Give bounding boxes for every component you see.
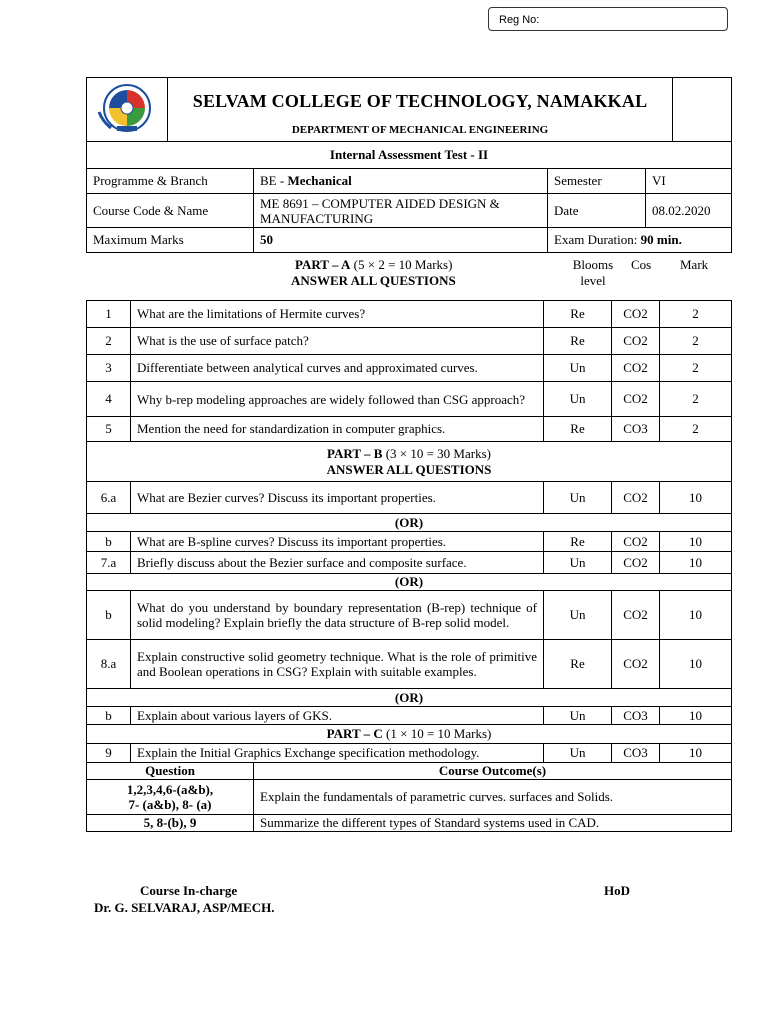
table-row xyxy=(87,744,732,763)
table-row xyxy=(87,355,732,382)
q-blooms: Re xyxy=(544,417,612,442)
q-mark: 2 xyxy=(660,301,732,328)
date-label: Date xyxy=(548,194,646,228)
duration-value: 90 min. xyxy=(640,232,682,247)
part-a-title-line xyxy=(295,257,452,273)
part-a-instruction: ANSWER ALL QUESTIONS xyxy=(291,273,456,288)
reg-no-box[interactable] xyxy=(488,7,728,31)
blank-cell xyxy=(673,78,732,142)
q-blooms: Un xyxy=(544,591,612,640)
outcome-question-1-line2: 7- (a&b), 8- (a) xyxy=(128,797,212,812)
outcome-row xyxy=(87,815,732,832)
programme-cell xyxy=(254,169,548,194)
q-text: Explain constructive solid geometry technique. What is the role of primitive and Boolean operations in CSG? Explain with suitable examples. xyxy=(131,640,544,689)
duration-label: Exam Duration: xyxy=(554,232,641,247)
duration-cell xyxy=(548,228,732,253)
q-co: CO2 xyxy=(612,552,660,574)
college-name: SELVAM COLLEGE OF TECHNOLOGY, NAMAKKAL xyxy=(192,91,648,111)
q-text: Mention the need for standardization in computer graphics. xyxy=(131,417,544,442)
q-blooms: Un xyxy=(544,744,612,763)
q-mark: 2 xyxy=(660,417,732,442)
col-course-outcome: Course Outcome(s) xyxy=(254,763,732,780)
department-name: DEPARTMENT OF MECHANICAL ENGINEERING xyxy=(291,124,549,136)
q-mark: 10 xyxy=(660,744,732,763)
semester-value: VI xyxy=(646,169,732,194)
header-table xyxy=(86,77,732,253)
q-mark: 10 xyxy=(660,707,732,725)
logo-cell xyxy=(87,78,168,142)
q-blooms: Re xyxy=(544,532,612,552)
course-incharge-label: Course In-charge xyxy=(140,883,238,898)
programme-prefix: BE - xyxy=(260,173,288,188)
q-co: CO2 xyxy=(612,482,660,514)
q-co: CO2 xyxy=(612,640,660,689)
q-text: Differentiate between analytical curves and approximated curves. xyxy=(131,355,544,382)
q-text: What are B-spline curves? Discuss its important properties. xyxy=(131,532,544,552)
table-row xyxy=(87,382,732,417)
part-b-heading xyxy=(87,442,732,482)
q-co: CO2 xyxy=(612,328,660,355)
table-row xyxy=(87,417,732,442)
q-mark: 10 xyxy=(660,482,732,514)
q-no: b xyxy=(87,591,131,640)
table-row xyxy=(87,301,732,328)
max-marks-label: Maximum Marks xyxy=(87,228,254,253)
programme-label: Programme & Branch xyxy=(87,169,254,194)
q-blooms: Re xyxy=(544,328,612,355)
q-blooms: Un xyxy=(544,707,612,725)
q-co: CO3 xyxy=(612,707,660,725)
q-co: CO2 xyxy=(612,591,660,640)
q-no: 3 xyxy=(87,355,131,382)
course-value: ME 8691 – COMPUTER AIDED DESIGN & MANUFACTURING xyxy=(254,194,548,228)
outcome-text-1: Explain the fundamentals of parametric curves. surfaces and Solids. xyxy=(254,780,732,815)
table-row xyxy=(87,532,732,552)
q-blooms: Un xyxy=(544,355,612,382)
col-blooms-level: Blooms level xyxy=(572,257,614,288)
q-text: What is the use of surface patch? xyxy=(131,328,544,355)
q-no: 8.a xyxy=(87,640,131,689)
col-mark: Mark xyxy=(680,257,709,272)
q-co: CO2 xyxy=(612,301,660,328)
table-row xyxy=(87,328,732,355)
questions-table xyxy=(86,300,732,832)
reg-no-label: Reg No: xyxy=(499,14,540,26)
q-no: 1 xyxy=(87,301,131,328)
or-row xyxy=(87,514,732,532)
q-no: b xyxy=(87,532,131,552)
or-label: (OR) xyxy=(87,514,732,532)
part-b-title: PART – B xyxy=(327,445,383,461)
part-a-heading xyxy=(86,256,731,300)
part-a-marks: (5 × 2 = 10 Marks) xyxy=(350,257,453,272)
part-c-heading xyxy=(87,725,732,744)
or-row xyxy=(87,689,732,707)
table-row xyxy=(87,640,732,689)
course-incharge-name: Dr. G. SELVARAJ, ASP/MECH. xyxy=(94,900,275,915)
table-row xyxy=(87,552,732,574)
q-mark: 10 xyxy=(660,591,732,640)
semester-label: Semester xyxy=(548,169,646,194)
outcome-question-2: 5, 8-(b), 9 xyxy=(87,815,254,832)
col-question: Question xyxy=(87,763,254,780)
col-cos: Cos xyxy=(631,257,652,272)
q-blooms: Un xyxy=(544,552,612,574)
college-title-cell xyxy=(168,78,673,142)
q-blooms: Re xyxy=(544,301,612,328)
q-mark: 2 xyxy=(660,382,732,417)
q-co: CO2 xyxy=(612,355,660,382)
course-label: Course Code & Name xyxy=(87,194,254,228)
q-text: Explain the Initial Graphics Exchange specification methodology. xyxy=(131,744,544,763)
q-no: 5 xyxy=(87,417,131,442)
q-no: 4 xyxy=(87,382,131,417)
date-value: 08.02.2020 xyxy=(646,194,732,228)
q-no: 7.a xyxy=(87,552,131,574)
or-label: (OR) xyxy=(87,689,732,707)
q-no: b xyxy=(87,707,131,725)
table-row xyxy=(87,591,732,640)
q-mark: 10 xyxy=(660,552,732,574)
programme-value: Mechanical xyxy=(287,173,352,188)
part-c-title: PART – C xyxy=(326,726,383,741)
q-no: 2 xyxy=(87,328,131,355)
table-row xyxy=(87,482,732,514)
q-mark: 2 xyxy=(660,328,732,355)
outcome-row xyxy=(87,780,732,815)
q-blooms: Un xyxy=(544,482,612,514)
q-co: CO2 xyxy=(612,532,660,552)
q-no: 9 xyxy=(87,744,131,763)
q-mark: 10 xyxy=(660,640,732,689)
q-text: Explain about various layers of GKS. xyxy=(131,707,544,725)
outcome-question-1-line1: 1,2,3,4,6-(a&b), xyxy=(126,782,214,797)
part-b-instruction: ANSWER ALL QUESTIONS xyxy=(326,461,492,477)
college-logo-icon xyxy=(97,82,157,134)
part-a-title: PART – A xyxy=(295,257,351,272)
test-title: Internal Assessment Test - II xyxy=(87,142,732,169)
or-label: (OR) xyxy=(87,574,732,591)
hod-label: HoD xyxy=(604,883,630,898)
q-mark: 2 xyxy=(660,355,732,382)
q-text: Why b-rep modeling approaches are widely followed than CSG approach? xyxy=(131,382,544,417)
q-mark: 10 xyxy=(660,532,732,552)
max-marks-value: 50 xyxy=(254,228,548,253)
q-blooms: Re xyxy=(544,640,612,689)
q-blooms: Un xyxy=(544,382,612,417)
q-text: What are Bezier curves? Discuss its important properties. xyxy=(131,482,544,514)
part-c-heading-row xyxy=(87,725,732,744)
q-no: 6.a xyxy=(87,482,131,514)
outcome-header-row xyxy=(87,763,732,780)
outcome-text-2: Summarize the different types of Standard systems used in CAD. xyxy=(254,815,732,832)
q-text: What are the limitations of Hermite curves? xyxy=(131,301,544,328)
table-row xyxy=(87,707,732,725)
part-b-marks: (3 × 10 = 30 Marks) xyxy=(382,445,491,461)
q-co: CO2 xyxy=(612,382,660,417)
q-co: CO3 xyxy=(612,417,660,442)
part-b-heading-row xyxy=(87,442,732,482)
or-row xyxy=(87,574,732,591)
part-c-marks: (1 × 10 = 10 Marks) xyxy=(382,726,492,741)
q-text: What do you understand by boundary representation (B-rep) technique of solid modeling? Explain briefly the data structure of B-rep solid model. xyxy=(131,591,544,640)
q-text: Briefly discuss about the Bezier surface and composite surface. xyxy=(131,552,544,574)
q-co: CO3 xyxy=(612,744,660,763)
outcome-question-1 xyxy=(87,780,254,815)
